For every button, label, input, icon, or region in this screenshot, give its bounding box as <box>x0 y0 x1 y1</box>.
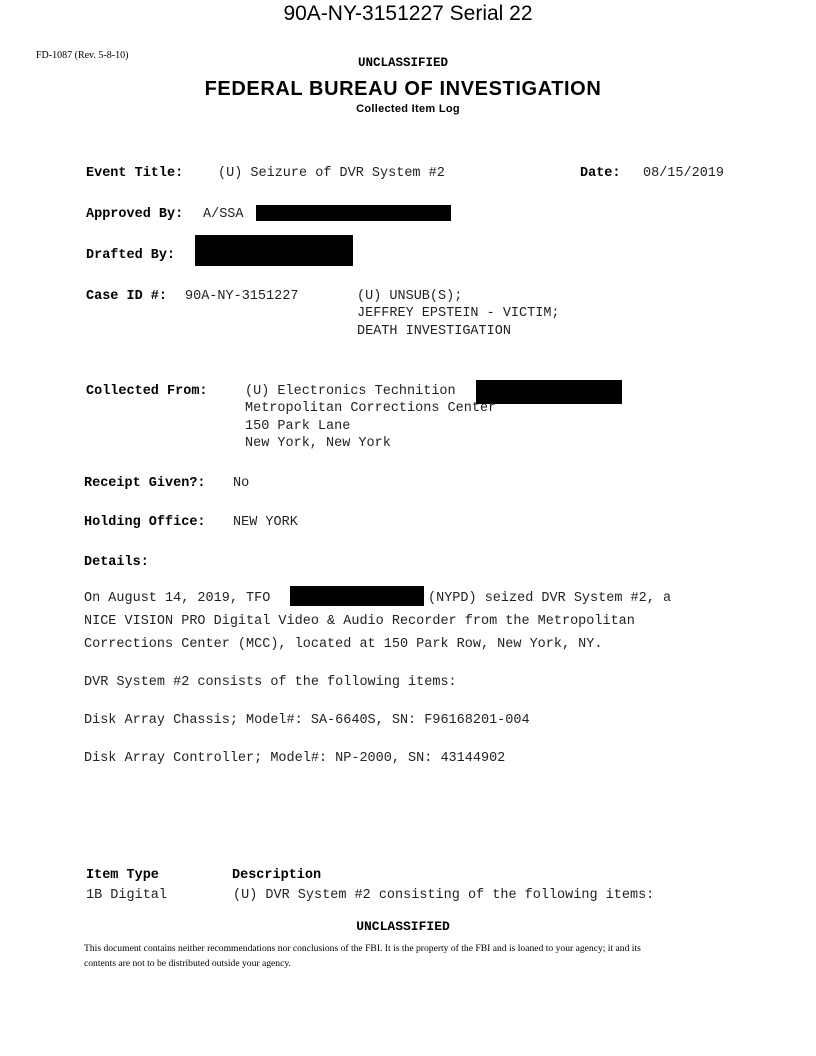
collected-from-line-3: 150 Park Lane <box>245 419 351 434</box>
approved-by-value: A/SSA <box>203 207 244 222</box>
receipt-given-value: No <box>233 476 250 491</box>
redaction-approved-by <box>256 205 451 221</box>
details-label: Details: <box>84 555 149 570</box>
case-caption-line-3: DEATH INVESTIGATION <box>357 324 511 339</box>
details-para2: DVR System #2 consists of the following items: <box>84 675 457 690</box>
event-title-label: Event Title: <box>86 166 184 181</box>
details-para1-line3: Corrections Center (MCC), located at 150 Park Row, New York, NY. <box>84 637 603 652</box>
form-id: FD-1087 (Rev. 5-8-10) <box>36 50 129 61</box>
collected-from-label: Collected From: <box>86 384 208 399</box>
disclaimer-line-1: This document contains neither recommendations nor conclusions of the FBI. It is the property of the FBI and is loaned to your agency; it and its <box>84 943 641 954</box>
items-row-description: (U) DVR System #2 consisting of the following items: <box>233 888 655 903</box>
holding-office-value: NEW YORK <box>233 515 298 530</box>
disclaimer-line-2: contents are not to be distributed outside your agency. <box>84 958 291 969</box>
details-para1-line1-a: On August 14, 2019, TFO <box>84 591 271 606</box>
details-para1-line1-b: (NYPD) seized DVR System #2, a <box>428 591 672 606</box>
redaction-collected-from <box>476 380 622 404</box>
details-item-1: Disk Array Chassis; Model#: SA-6640S, SN: F96168201-004 <box>84 713 530 728</box>
items-header-type: Item Type <box>86 868 159 883</box>
approved-by-label: Approved By: <box>86 207 184 222</box>
collected-from-line-2: Metropolitan Corrections Center <box>245 401 497 416</box>
case-id-label: Case ID #: <box>86 289 168 304</box>
holding-office-label: Holding Office: <box>84 515 206 530</box>
date-value: 08/15/2019 <box>643 166 725 181</box>
items-row-type: 1B Digital <box>86 888 168 903</box>
drafted-by-label: Drafted By: <box>86 248 176 263</box>
classification-bottom: UNCLASSIFIED <box>356 919 450 934</box>
case-caption-line-1: (U) UNSUB(S); <box>357 289 463 304</box>
agency-title: FEDERAL BUREAU OF INVESTIGATION <box>204 78 602 100</box>
details-para1-line2: NICE VISION PRO Digital Video & Audio Recorder from the Metropolitan <box>84 614 635 629</box>
details-item-2: Disk Array Controller; Model#: NP-2000, SN: 43144902 <box>84 751 506 766</box>
case-id-value: 90A-NY-3151227 <box>185 289 299 304</box>
case-caption-line-2: JEFFREY EPSTEIN - VICTIM; <box>357 306 560 321</box>
redaction-drafted-by <box>195 235 353 266</box>
receipt-given-label: Receipt Given?: <box>84 476 206 491</box>
date-label: Date: <box>580 166 621 181</box>
items-header-description: Description <box>232 868 322 883</box>
form-subtitle: Collected Item Log <box>356 103 460 115</box>
redaction-tfo-name <box>290 586 424 606</box>
collected-from-line-4: New York, New York <box>245 436 391 451</box>
event-title-value: (U) Seizure of DVR System #2 <box>218 166 445 181</box>
classification-top: UNCLASSIFIED <box>357 56 448 70</box>
collected-from-line-1: (U) Electronics Technition <box>245 384 456 399</box>
serial-number: 90A-NY-3151227 Serial 22 <box>283 2 533 25</box>
